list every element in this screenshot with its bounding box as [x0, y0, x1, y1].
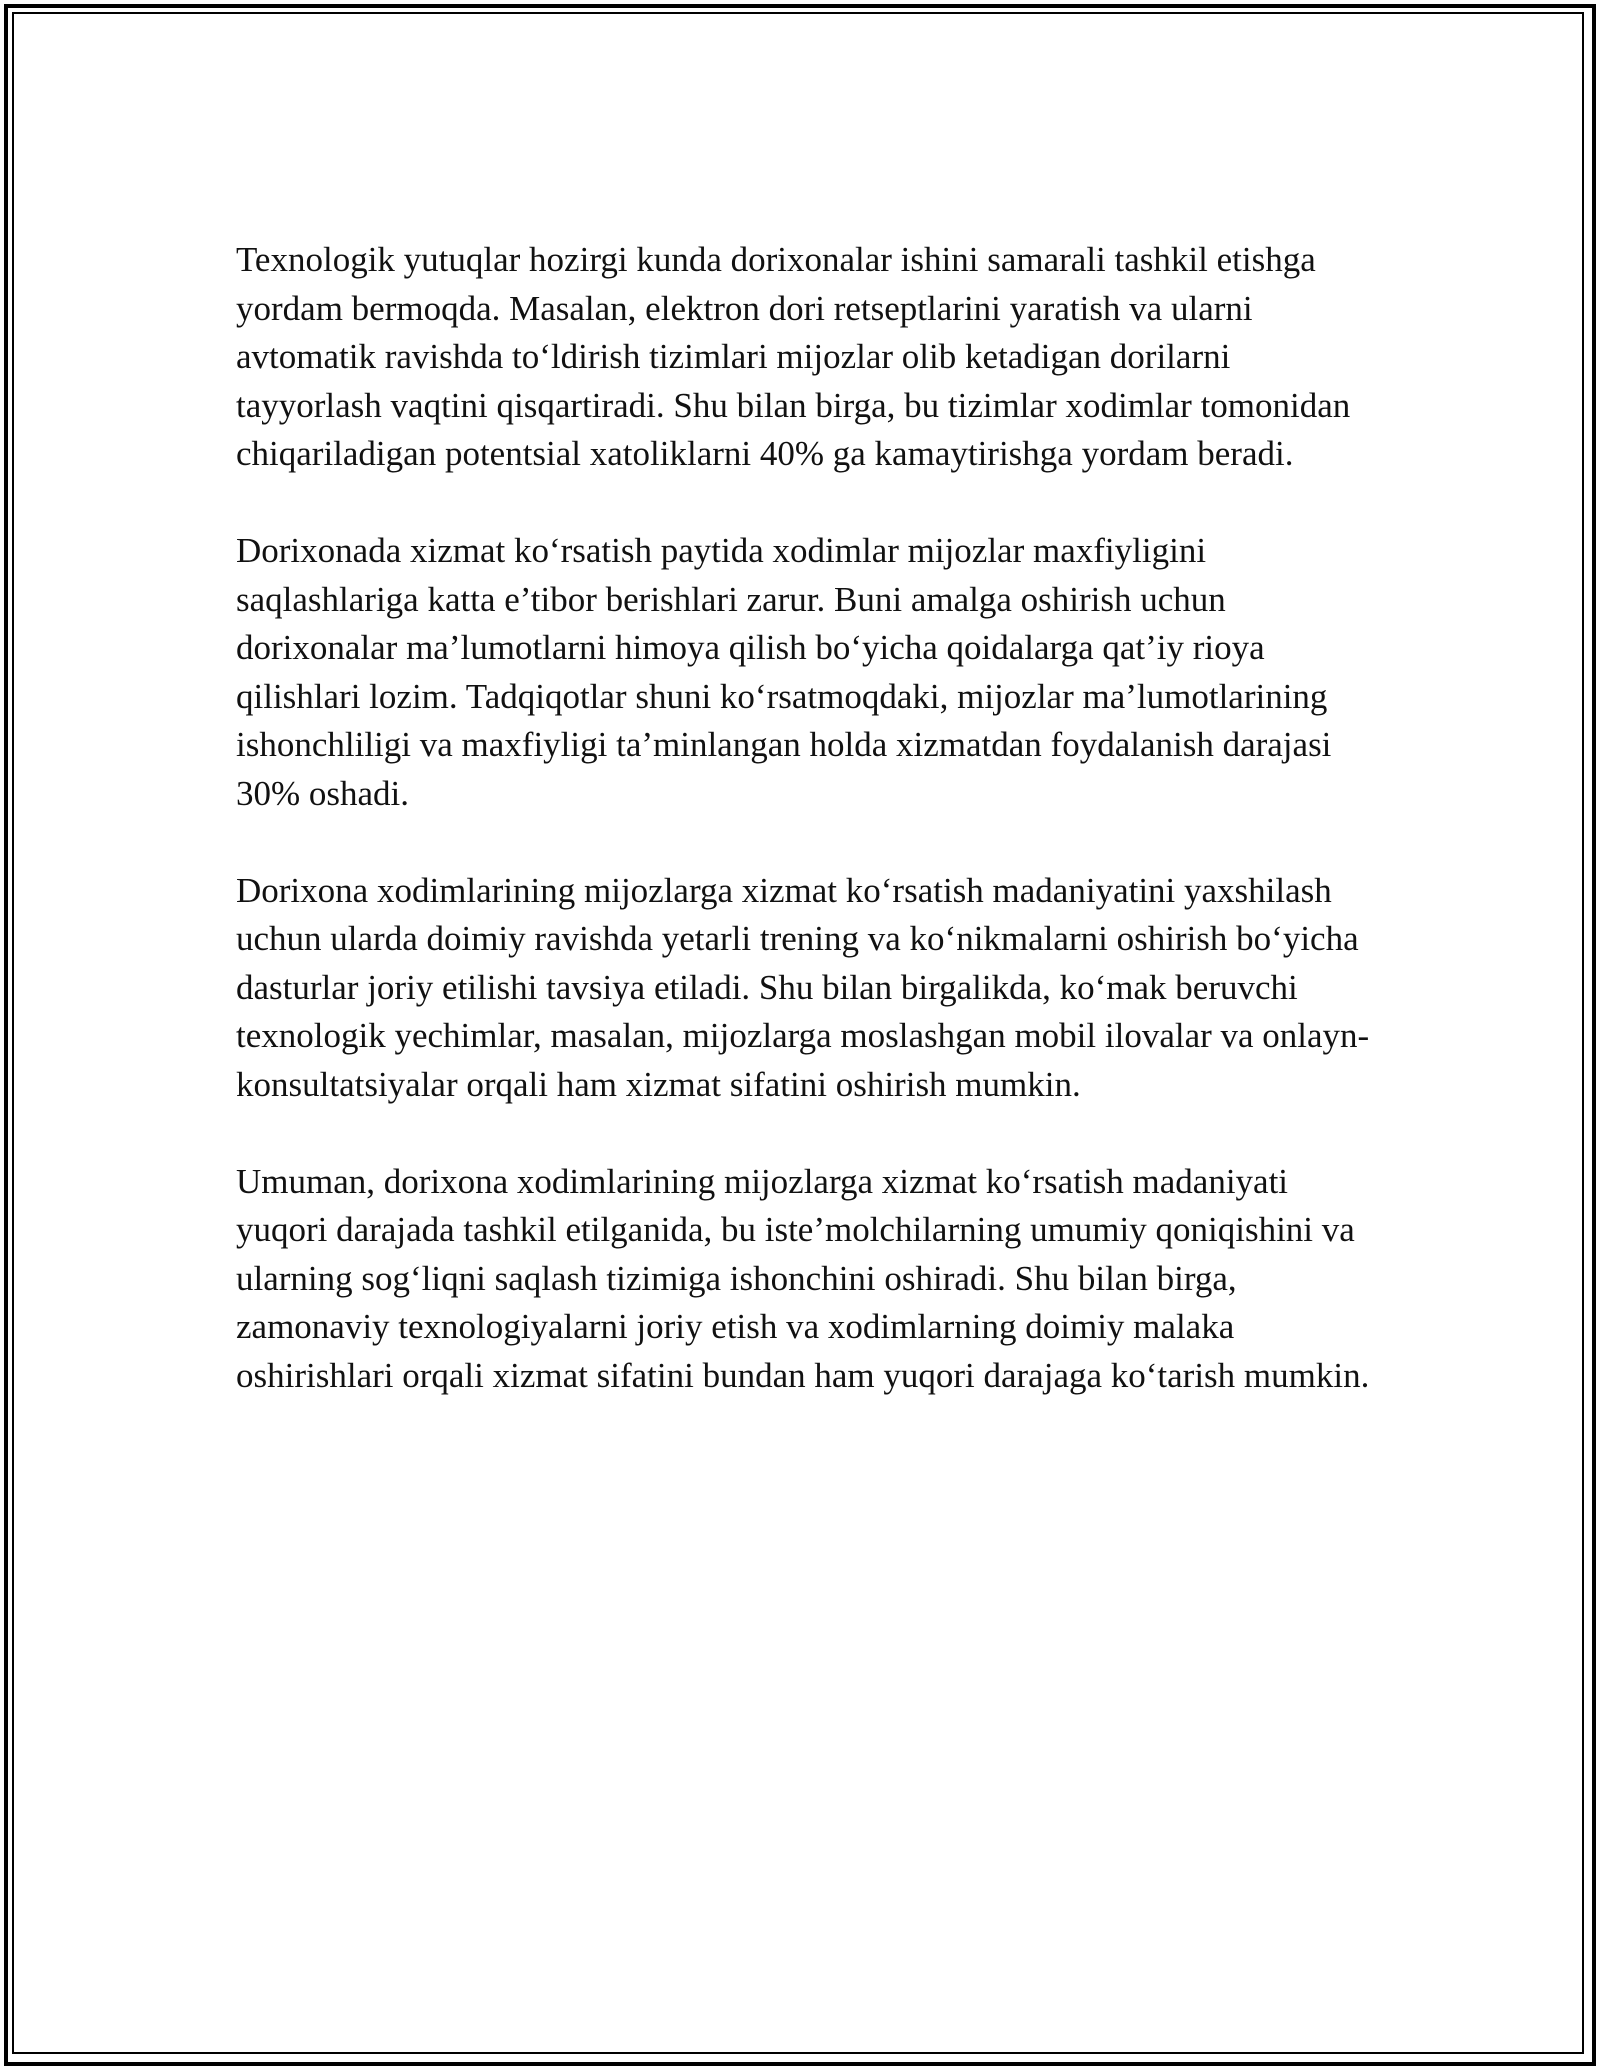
paragraph-conclusion: Umuman, dorixona xodimlarining mijozlarga xizmat ko‘rsatish madaniyati yuqori darajada tashkil etilganida, bu iste’molchilarning umumiy qoniqishini va ularning sog‘liqni saqlash tizimiga ishonchini oshiradi. Shu bilan birga, zamonaviy texnologiyalarni joriy etish va xodimlarning doimiy malaka oshirishlari orqali xizmat sifatini bundan ham yuqori darajaga ko‘tarish mumkin.	[236, 1161, 1370, 1395]
document-body	[236, 236, 1376, 1449]
paragraph-privacy: Dorixonada xizmat ko‘rsatish paytida xodimlar mijozlar maxfiyligini saqlashlariga katta e’tibor berishlari zarur. Buni amalga oshirish uchun dorixonalar ma’lumotlarni himoya qilish bo‘yicha qoidalarga qat’iy rioya qilishlari lozim. Tadqiqotlar shuni ko‘rsatmoqdaki, mijozlar ma’lumotlarining ishonchliligi va maxfiyligi ta’minlangan holda xizmatdan foydalanish darajasi 30% oshadi.	[236, 531, 1332, 813]
paragraph-training: Dorixona xodimlarining mijozlarga xizmat ko‘rsatish madaniyatini yaxshilash uchun ularda doimiy ravishda yetarli trening va ko‘nikmalarni oshirish bo‘yicha dasturlar joriy etilishi tavsiya etiladi. Shu bilan birgalikda, ko‘mak beruvchi texnologik yechimlar, masalan, mijozlarga moslashgan mobil ilovalar va onlayn-konsultatsiyalar orqali ham xizmat sifatini oshirish mumkin.	[236, 870, 1370, 1104]
paragraph-technology: Texnologik yutuqlar hozirgi kunda dorixonalar ishini samarali tashkil etishga yordam bermoqda. Masalan, elektron dori retseptlarini yaratish va ularni avtomatik ravishda to‘ldirish tizimlari mijozlar olib ketadigan dorilarni tayyorlash vaqtini qisqartiradi. Shu bilan birga, bu tizimlar xodimlar tomonidan chiqariladigan potentsial xatoliklarni 40% ga kamaytirishga yordam beradi.	[236, 240, 1351, 473]
